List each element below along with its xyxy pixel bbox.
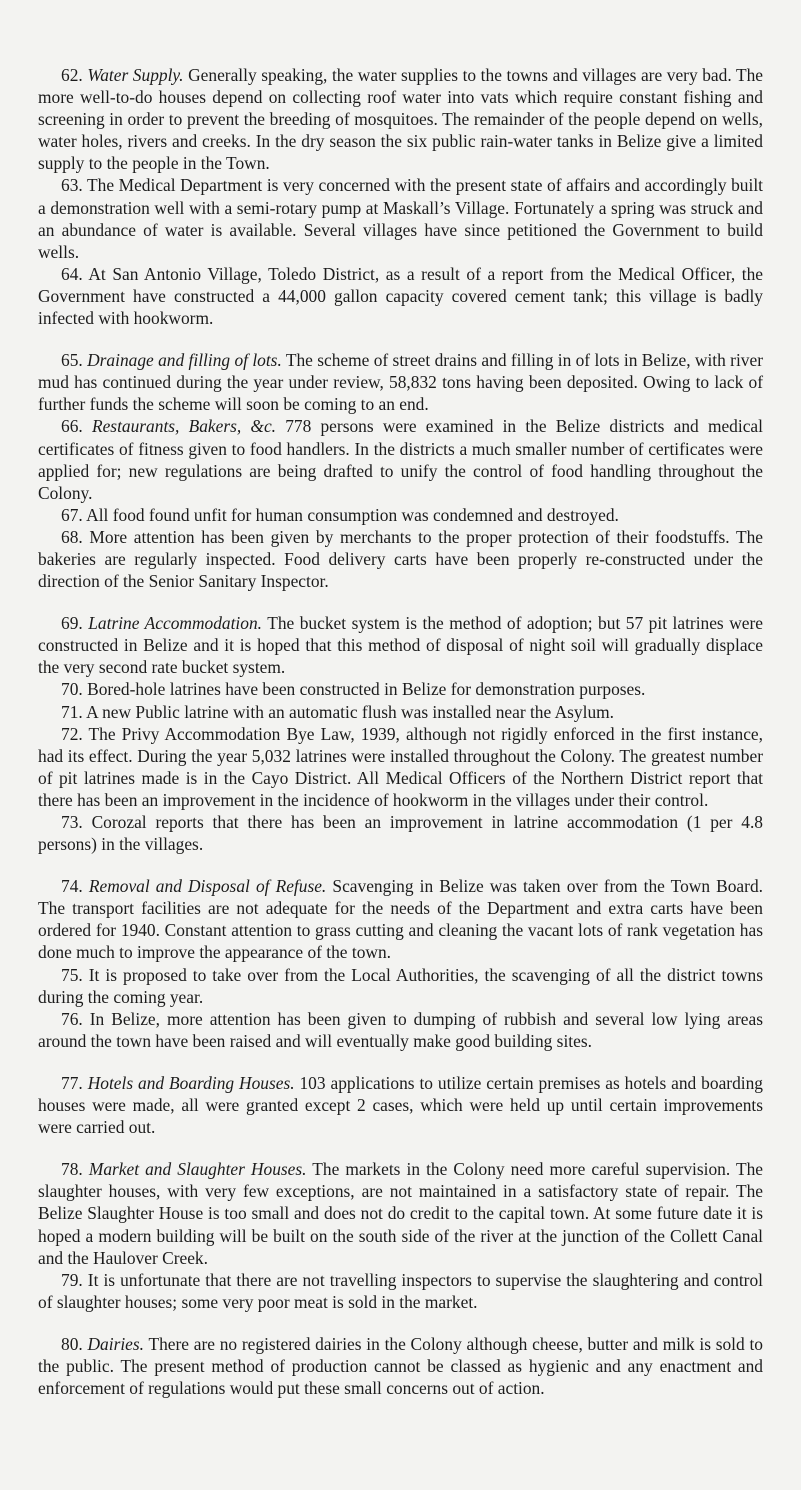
paragraph-text: The markets in the Colony need more careful supervision. The slaughter houses, with very few exceptions, are not maintained in a satisfactory state of repair. The Belize Slaughter House is too small and does not do credit to the capital town. At some future date it is hoped a modern building will be built on the south side of the river at the junction of the Collett Canal and the Haulover Creek. [38,1159,763,1268]
paragraph-text: At San Antonio Village, Toledo District, as a result of a report from the Medical Officer, the Government have constructed a 44,000 gallon capacity covered cement tank; this village is badly infected with hookworm. [38,263,763,329]
paragraph-text: Bored-hole latrines have been constructed in Belize for demonstration purposes. [87,679,646,700]
section-heading-hotels: Hotels and Boarding Houses. [87,1072,295,1093]
paragraph-text: Corozal reports that there has been an improvement in latrine accommodation (1 per 4.8 persons) in the villages. [38,812,763,855]
paragraph-72 [38,723,763,811]
paragraph-number: 63. [61,175,83,196]
paragraph-text: It is proposed to take over from the Local Authorities, the scavenging of all the district towns during the coming year. [38,964,763,1007]
paragraph-text: The scheme of street drains and filling in of lots in Belize, with river mud has continued during the year under review, 58,832 tons having been deposited. Owing to lack of further funds the scheme will soon be coming to an end. [38,350,764,415]
paragraph-66 [38,415,763,503]
paragraph-number: 79. [61,1269,83,1290]
paragraph-text: It is unfortunate that there are not travelling inspectors to supervise the slaughtering and control of slaughter houses; some very poor meat is sold in the market. [38,1269,763,1312]
paragraph-number: 74. [61,876,83,897]
paragraph-number: 65. [61,350,83,371]
paragraph-text: The Medical Department is very concerned with the present state of affairs and accordingly built a demonstration well with a semi-rotary pump at Maskall’s Village. Fortunately a spring was struck and an abundance of water is available. Several villages have since petitioned the Government to build wells. [38,175,763,262]
paragraph-80 [38,1333,763,1399]
paragraph-75 [38,964,763,1008]
paragraph-text: All food found unfit for human consumption was condemned and destroyed. [86,504,619,525]
paragraph-67 [38,504,763,526]
paragraph-number: 69. [61,613,83,634]
section-heading-refuse: Removal and Disposal of Refuse. [88,876,327,897]
paragraph-number: 72. [61,723,83,744]
paragraph-number: 66. [61,416,83,437]
paragraph-71 [38,701,763,723]
section-heading-latrine: Latrine Accommodation. [88,613,263,634]
paragraph-number: 64. [61,263,83,284]
paragraph-number: 68. [61,526,83,547]
paragraph-70 [38,678,763,700]
paragraph-text: In Belize, more attention has been given to dumping of rubbish and several low lying areas around the town have been raised and will eventually make good building sites. [38,1008,763,1051]
paragraph-76 [38,1008,763,1052]
paragraph-text: 778 persons were examined in the Belize districts and medical certificates of fitness given to food handlers. In the districts a much smaller number of certificates were applied for; new regulations are being drafted to unify the control of food handling throughout the Colony. [38,416,763,503]
paragraph-text: 103 applications to utilize certain premises as hotels and boarding houses were made, all were granted except 2 cases, which were held up until certain improvements were carried out. [38,1072,763,1138]
paragraph-number: 73. [61,812,83,832]
paragraph-73 [38,811,763,855]
paragraph-63 [38,174,763,262]
paragraph-62 [38,64,763,174]
paragraph-74 [38,875,763,963]
paragraph-number: 78. [61,1159,83,1180]
paragraph-text: The bucket system is the method of adoption; but 57 pit latrines were constructed in Belize and it is hoped that this method of disposal of night soil will gradually displace the very second rate bucket system. [38,613,763,678]
section-heading-market: Market and Slaughter Houses. [88,1159,307,1180]
paragraph-number: 67. [61,504,83,525]
section-heading-restaurants: Restaurants, Bakers, &c. [91,416,277,437]
paragraph-number: 76. [61,1008,83,1029]
paragraph-78 [38,1158,763,1268]
section-heading-dairies: Dairies. [87,1333,145,1354]
paragraph-number: 75. [61,964,83,985]
paragraph-number: 62. [61,65,83,85]
paragraph-number: 77. [61,1072,83,1093]
paragraph-64 [38,263,763,329]
paragraph-69 [38,612,763,678]
section-heading-water-supply: Water Supply. [87,65,184,85]
paragraph-text: Scavenging in Belize was taken over from the Town Board. The transport facilities are not adequate for the needs of the Department and extra carts have been ordered for 1940. Constant attention to grass cutting and cleaning the vacant lots of rank vegetation has done much to improve the appearance of the town. [38,876,763,963]
paragraph-text: More attention has been given by merchants to the proper protection of their foodstuffs. The bakeries are regularly inspected. Food delivery carts have been properly re-constructed under the direction of the Senior Sanitary Inspector. [38,526,763,592]
paragraph-number: 80. [61,1333,83,1354]
paragraph-number: 70. [61,679,83,700]
paragraph-79 [38,1269,763,1313]
paragraph-text: Generally speaking, the water supplies to the towns and villages are very bad. The more well-to-do houses depend on collecting roof water into vats which require constant fishing and screening in order to prevent the breeding of mosquitoes. The remainder of the people depend on wells, water holes, rivers and creeks. In the dry season the six public rain-water tanks in Belize give a limited supply to the people in the Town. [38,65,763,174]
paragraph-text: The Privy Accommodation Bye Law, 1939, although not rigidly enforced in the first instance, had its effect. During the year 5,032 latrines were installed throughout the Colony. The greatest number of pit latrines made is in the Cayo District. All Medical Officers of the Northern District report that there has been an improvement in the incidence of hookworm in the villages under their control. [38,723,763,810]
paragraph-text: A new Public latrine with an automatic flush was installed near the Asylum. [86,701,615,722]
paragraph-77 [38,1072,763,1138]
section-heading-drainage: Drainage and filling of lots. [87,350,282,371]
paragraph-text: There are no registered dairies in the Colony although cheese, butter and milk is sold to the public. The present method of production cannot be classed as hygienic and any enactment and enforcement of regulations would put these small concerns out of action. [38,1333,763,1399]
paragraph-68 [38,526,763,592]
paragraph-65 [38,349,763,415]
paragraph-number: 71. [61,701,83,722]
